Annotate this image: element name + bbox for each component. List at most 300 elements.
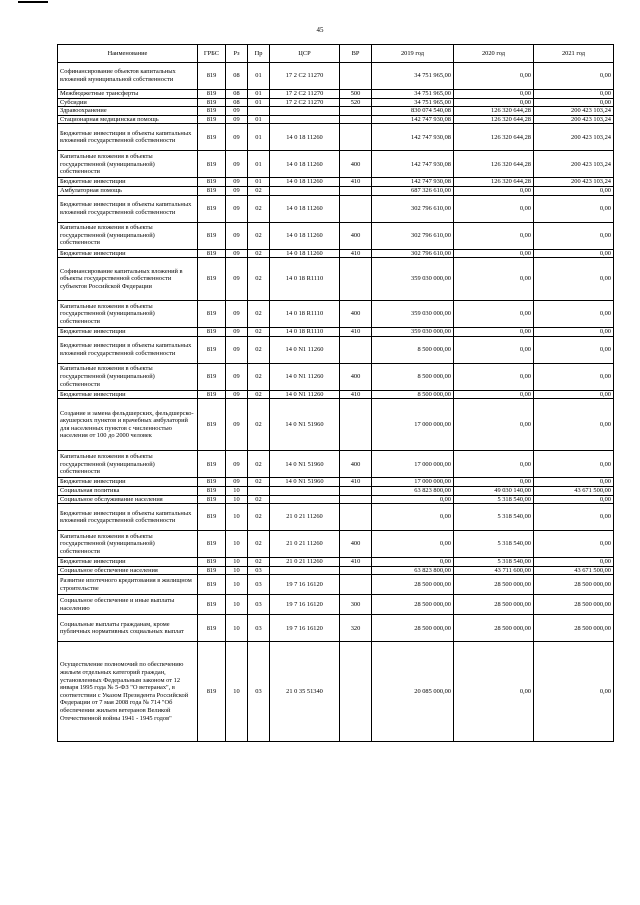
table-row [58, 107, 614, 116]
cell-csr: 14 0 18 11260 [270, 151, 340, 178]
cell-rz: 09 [226, 115, 248, 124]
table-row [58, 478, 614, 487]
cell-2021: 0,00 [534, 495, 614, 504]
cell-vr [340, 336, 372, 363]
cell-csr: 14 0 18 R1110 [270, 301, 340, 328]
cell-pr: 01 [248, 98, 270, 107]
cell-name: Социальное обеспечение и иные выплаты населению [58, 595, 198, 615]
cell-2020: 0,00 [454, 642, 534, 742]
cell-2020: 5 318 540,00 [454, 558, 534, 567]
table-row [58, 451, 614, 478]
cell-2019: 17 000 000,00 [372, 478, 454, 487]
cell-csr: 14 0 18 11260 [270, 124, 340, 151]
cell-pr: 02 [248, 328, 270, 337]
cell-csr: 14 0 N1 51960 [270, 451, 340, 478]
cell-name: Капитальные вложения в объекты государственной (муниципальной) собственности [58, 451, 198, 478]
cell-csr: 21 0 21 11260 [270, 531, 340, 558]
cell-2019: 0,00 [372, 558, 454, 567]
cell-2019: 34 751 965,00 [372, 90, 454, 99]
cell-2021: 200 423 103,24 [534, 178, 614, 187]
cell-grbs: 819 [198, 328, 226, 337]
cell-vr: 410 [340, 328, 372, 337]
cell-name: Капитальные вложения в объекты государственной (муниципальной) собственности [58, 363, 198, 390]
cell-name: Капитальные вложения в объекты государственной (муниципальной) собственности [58, 222, 198, 249]
cell-vr: 400 [340, 151, 372, 178]
cell-rz: 10 [226, 595, 248, 615]
cell-2020: 0,00 [454, 258, 534, 301]
cell-pr: 01 [248, 124, 270, 151]
col-header-rz: Рз [226, 45, 248, 63]
cell-rz: 09 [226, 399, 248, 451]
cell-2019: 142 747 930,08 [372, 115, 454, 124]
cell-vr: 410 [340, 178, 372, 187]
cell-vr: 400 [340, 531, 372, 558]
cell-csr: 19 7 16 16120 [270, 575, 340, 595]
cell-csr: 14 0 18 11260 [270, 195, 340, 222]
cell-pr: 01 [248, 115, 270, 124]
col-header-pr: Пр [248, 45, 270, 63]
table-header-row [58, 45, 614, 63]
cell-grbs: 819 [198, 336, 226, 363]
cell-2019: 8 500 000,00 [372, 363, 454, 390]
cell-grbs: 819 [198, 107, 226, 116]
cell-2020: 0,00 [454, 301, 534, 328]
cell-name: Бюджетные инвестиции в объекты капитальных вложений государственной собственности [58, 336, 198, 363]
cell-2020: 126 320 644,28 [454, 178, 534, 187]
cell-2019: 0,00 [372, 495, 454, 504]
cell-csr: 14 0 18 R1110 [270, 328, 340, 337]
cell-2019: 8 500 000,00 [372, 390, 454, 399]
cell-csr: 17 2 С2 11270 [270, 98, 340, 107]
cell-2020: 0,00 [454, 195, 534, 222]
cell-rz: 09 [226, 451, 248, 478]
col-header-grbs: ГРБС [198, 45, 226, 63]
table-row [58, 98, 614, 107]
cell-2019: 0,00 [372, 531, 454, 558]
table-row [58, 178, 614, 187]
cell-grbs: 819 [198, 486, 226, 495]
cell-csr: 14 0 18 11260 [270, 178, 340, 187]
cell-2020: 0,00 [454, 63, 534, 90]
cell-csr [270, 495, 340, 504]
cell-name: Амбулаторная помощь [58, 186, 198, 195]
cell-pr: 02 [248, 258, 270, 301]
cell-rz: 10 [226, 566, 248, 575]
cell-vr [340, 399, 372, 451]
cell-grbs: 819 [198, 495, 226, 504]
table-row [58, 124, 614, 151]
cell-pr: 02 [248, 531, 270, 558]
cell-vr [340, 124, 372, 151]
table-row [58, 195, 614, 222]
table-row [58, 504, 614, 531]
cell-rz: 09 [226, 478, 248, 487]
cell-2019: 17 000 000,00 [372, 451, 454, 478]
cell-csr: 21 0 21 11260 [270, 558, 340, 567]
cell-2020: 0,00 [454, 90, 534, 99]
cell-2021: 0,00 [534, 258, 614, 301]
cell-2021: 200 423 103,24 [534, 115, 614, 124]
cell-csr: 14 0 N1 11260 [270, 363, 340, 390]
cell-2021: 200 423 103,24 [534, 107, 614, 116]
cell-name: Софинансирование объектов капитальных вложений муниципальной собственности [58, 63, 198, 90]
cell-2021: 0,00 [534, 558, 614, 567]
cell-2021: 0,00 [534, 642, 614, 742]
page-number: 45 [316, 26, 324, 34]
cell-rz: 10 [226, 642, 248, 742]
table-row [58, 566, 614, 575]
cell-2019: 34 751 965,00 [372, 98, 454, 107]
table-row [58, 115, 614, 124]
cell-pr [248, 107, 270, 116]
cell-pr: 02 [248, 399, 270, 451]
cell-grbs: 819 [198, 478, 226, 487]
cell-rz: 09 [226, 195, 248, 222]
cell-csr: 17 2 С2 11270 [270, 90, 340, 99]
cell-csr: 14 0 N1 11260 [270, 390, 340, 399]
cell-2020: 0,00 [454, 390, 534, 399]
cell-2021: 200 423 103,24 [534, 124, 614, 151]
cell-rz: 10 [226, 558, 248, 567]
cell-2020: 0,00 [454, 451, 534, 478]
cell-2021: 0,00 [534, 478, 614, 487]
cell-vr: 410 [340, 249, 372, 258]
table-row [58, 399, 614, 451]
cell-2019: 359 030 000,00 [372, 258, 454, 301]
cell-2019: 302 796 610,00 [372, 195, 454, 222]
cell-grbs: 819 [198, 575, 226, 595]
cell-pr: 02 [248, 363, 270, 390]
cell-csr [270, 566, 340, 575]
cell-grbs: 819 [198, 124, 226, 151]
cell-2020: 28 500 000,00 [454, 575, 534, 595]
cell-pr: 01 [248, 90, 270, 99]
cell-2021: 0,00 [534, 98, 614, 107]
table-row [58, 363, 614, 390]
cell-csr: 14 0 N1 11260 [270, 336, 340, 363]
cell-2021: 0,00 [534, 195, 614, 222]
cell-name: Бюджетные инвестиции [58, 478, 198, 487]
cell-2019: 17 000 000,00 [372, 399, 454, 451]
cell-vr: 300 [340, 595, 372, 615]
table-row [58, 495, 614, 504]
cell-2020: 28 500 000,00 [454, 615, 534, 642]
cell-2020: 0,00 [454, 328, 534, 337]
cell-pr: 02 [248, 301, 270, 328]
cell-rz: 08 [226, 90, 248, 99]
cell-name: Социальное обеспечение населения [58, 566, 198, 575]
table-row [58, 642, 614, 742]
cell-2021: 43 671 500,00 [534, 486, 614, 495]
cell-2020: 28 500 000,00 [454, 595, 534, 615]
cell-csr: 14 0 N1 51960 [270, 399, 340, 451]
cell-vr: 520 [340, 98, 372, 107]
cell-csr: 19 7 16 16120 [270, 615, 340, 642]
table-row [58, 531, 614, 558]
cell-2021: 0,00 [534, 336, 614, 363]
cell-pr: 03 [248, 615, 270, 642]
table-row [58, 575, 614, 595]
cell-grbs: 819 [198, 642, 226, 742]
col-header-vr: ВР [340, 45, 372, 63]
cell-2019: 28 500 000,00 [372, 575, 454, 595]
cell-grbs: 819 [198, 222, 226, 249]
cell-pr: 02 [248, 186, 270, 195]
table-row [58, 258, 614, 301]
cell-rz: 09 [226, 363, 248, 390]
table-body [58, 63, 614, 742]
cell-vr: 400 [340, 451, 372, 478]
table-row [58, 595, 614, 615]
cell-2019: 830 074 540,08 [372, 107, 454, 116]
cell-name: Создание и замена фельдшерских, фельдшерско-акушерских пунктов и врачебных амбулаторий для населенных пунктов с численностью населения от 100 до 2000 человек [58, 399, 198, 451]
cell-2019: 302 796 610,00 [372, 222, 454, 249]
table-row [58, 151, 614, 178]
cell-2020: 5 318 540,00 [454, 504, 534, 531]
cell-csr: 19 7 16 16120 [270, 595, 340, 615]
cell-2019: 687 326 610,00 [372, 186, 454, 195]
cell-vr: 500 [340, 90, 372, 99]
cell-2021: 0,00 [534, 399, 614, 451]
cell-name: Бюджетные инвестиции [58, 558, 198, 567]
cell-2020: 0,00 [454, 98, 534, 107]
cell-vr: 320 [340, 615, 372, 642]
cell-2019: 359 030 000,00 [372, 301, 454, 328]
cell-rz: 09 [226, 222, 248, 249]
col-header-name: Наименование [58, 45, 198, 63]
cell-vr: 410 [340, 558, 372, 567]
cell-2020: 43 711 600,00 [454, 566, 534, 575]
col-header-2020: 2020 год [454, 45, 534, 63]
cell-grbs: 819 [198, 151, 226, 178]
cell-rz: 09 [226, 249, 248, 258]
cell-grbs: 819 [198, 98, 226, 107]
cell-grbs: 819 [198, 258, 226, 301]
cell-grbs: 819 [198, 178, 226, 187]
table-row [58, 328, 614, 337]
cell-pr: 01 [248, 178, 270, 187]
cell-rz: 10 [226, 615, 248, 642]
cell-name: Капитальные вложения в объекты государственной (муниципальной) собственности [58, 151, 198, 178]
cell-2019: 28 500 000,00 [372, 615, 454, 642]
cell-rz: 09 [226, 328, 248, 337]
cell-rz: 09 [226, 151, 248, 178]
cell-pr: 02 [248, 336, 270, 363]
cell-2019: 142 747 930,08 [372, 151, 454, 178]
cell-vr: 400 [340, 301, 372, 328]
cell-vr [340, 504, 372, 531]
cell-name: Субсидии [58, 98, 198, 107]
table-row [58, 90, 614, 99]
cell-vr: 410 [340, 390, 372, 399]
cell-2021: 28 500 000,00 [534, 615, 614, 642]
cell-2019: 20 085 000,00 [372, 642, 454, 742]
cell-grbs: 819 [198, 558, 226, 567]
cell-name: Осуществление полномочий по обеспечению жильем отдельных категорий граждан, установленных Федеральным законом от 12 января 1995 года № 5-ФЗ "О ветеранах", в соответствии с Указом Президента Российской Федерации от 7 мая 2008 года № 714 "Об обеспечении жильем ветеранов Великой Отечественной войны 1941 - 1945 годов" [58, 642, 198, 742]
cell-name: Развитие ипотечного кредитования в жилищном строительстве [58, 575, 198, 595]
cell-csr: 14 0 18 R1110 [270, 258, 340, 301]
cell-2021: 43 671 500,00 [534, 566, 614, 575]
cell-grbs: 819 [198, 301, 226, 328]
cell-name: Бюджетные инвестиции [58, 390, 198, 399]
cell-vr [340, 115, 372, 124]
cell-name: Стационарная медицинская помощь [58, 115, 198, 124]
cell-vr [340, 486, 372, 495]
cell-name: Бюджетные инвестиции в объекты капитальных вложений государственной собственности [58, 504, 198, 531]
col-header-2021: 2021 год [534, 45, 614, 63]
cell-grbs: 819 [198, 115, 226, 124]
cell-2020: 5 318 540,00 [454, 495, 534, 504]
cell-2021: 28 500 000,00 [534, 575, 614, 595]
cell-2019: 142 747 930,08 [372, 124, 454, 151]
table-row [58, 336, 614, 363]
cell-csr [270, 115, 340, 124]
cell-rz: 10 [226, 504, 248, 531]
cell-pr: 02 [248, 451, 270, 478]
cell-rz: 09 [226, 390, 248, 399]
cell-pr: 02 [248, 558, 270, 567]
cell-rz: 10 [226, 495, 248, 504]
cell-rz: 10 [226, 575, 248, 595]
cell-2019: 28 500 000,00 [372, 595, 454, 615]
cell-pr: 01 [248, 63, 270, 90]
table-row [58, 63, 614, 90]
cell-2019: 302 796 610,00 [372, 249, 454, 258]
cell-rz: 10 [226, 531, 248, 558]
cell-csr: 21 0 35 51340 [270, 642, 340, 742]
cell-vr: 400 [340, 222, 372, 249]
table-row [58, 558, 614, 567]
budget-table [57, 44, 614, 742]
cell-vr [340, 63, 372, 90]
cell-2021: 0,00 [534, 504, 614, 531]
cell-2021: 0,00 [534, 186, 614, 195]
cell-name: Социальные выплаты гражданам, кроме публичных нормативных социальных выплат [58, 615, 198, 642]
col-header-csr: ЦСР [270, 45, 340, 63]
cell-2021: 0,00 [534, 63, 614, 90]
cell-grbs: 819 [198, 399, 226, 451]
cell-rz: 09 [226, 336, 248, 363]
table-row [58, 390, 614, 399]
cell-name: Софинансирование капитальных вложений в объекты государственной собственности субъектов Российской Федерации [58, 258, 198, 301]
table-row [58, 615, 614, 642]
cell-2019: 142 747 930,08 [372, 178, 454, 187]
cell-2020: 126 320 644,28 [454, 124, 534, 151]
cell-vr: 410 [340, 478, 372, 487]
cell-vr [340, 495, 372, 504]
cell-pr: 02 [248, 249, 270, 258]
cell-2020: 126 320 644,28 [454, 115, 534, 124]
cell-2021: 28 500 000,00 [534, 595, 614, 615]
cell-csr: 14 0 18 11260 [270, 249, 340, 258]
cell-vr [340, 642, 372, 742]
cell-csr: 17 2 С2 11270 [270, 63, 340, 90]
cell-2021: 200 423 103,24 [534, 151, 614, 178]
cell-pr: 02 [248, 390, 270, 399]
cell-pr: 02 [248, 495, 270, 504]
cell-rz: 09 [226, 258, 248, 301]
cell-vr [340, 566, 372, 575]
cell-2020: 0,00 [454, 222, 534, 249]
table-row [58, 301, 614, 328]
cell-2021: 0,00 [534, 363, 614, 390]
cell-2021: 0,00 [534, 531, 614, 558]
cell-rz: 09 [226, 107, 248, 116]
table-row [58, 486, 614, 495]
cell-name: Бюджетные инвестиции в объекты капитальных вложений государственной собственности [58, 195, 198, 222]
cell-2020: 5 318 540,00 [454, 531, 534, 558]
cell-name: Социальное обслуживание населения [58, 495, 198, 504]
cell-2019: 359 030 000,00 [372, 328, 454, 337]
cell-name: Бюджетные инвестиции [58, 178, 198, 187]
cell-grbs: 819 [198, 390, 226, 399]
cell-grbs: 819 [198, 566, 226, 575]
cell-2019: 8 500 000,00 [372, 336, 454, 363]
cell-2021: 0,00 [534, 249, 614, 258]
table-row [58, 186, 614, 195]
cell-grbs: 819 [198, 615, 226, 642]
cell-2020: 0,00 [454, 478, 534, 487]
cell-name: Капитальные вложения в объекты государственной (муниципальной) собственности [58, 301, 198, 328]
cell-2020: 126 320 644,28 [454, 151, 534, 178]
cell-2019: 63 823 800,00 [372, 486, 454, 495]
cell-rz: 08 [226, 63, 248, 90]
table-row [58, 249, 614, 258]
cell-pr [248, 486, 270, 495]
cell-name: Бюджетные инвестиции [58, 328, 198, 337]
cell-rz: 09 [226, 186, 248, 195]
cell-grbs: 819 [198, 186, 226, 195]
cell-grbs: 819 [198, 249, 226, 258]
cell-name: Бюджетные инвестиции [58, 249, 198, 258]
cell-2019: 63 823 800,00 [372, 566, 454, 575]
cell-csr [270, 107, 340, 116]
cell-csr [270, 486, 340, 495]
cell-name: Здравоохранение [58, 107, 198, 116]
cell-2020: 0,00 [454, 186, 534, 195]
cell-vr [340, 258, 372, 301]
cell-name: Капитальные вложения в объекты государственной (муниципальной) собственности [58, 531, 198, 558]
cell-2021: 0,00 [534, 390, 614, 399]
cell-grbs: 819 [198, 531, 226, 558]
cell-grbs: 819 [198, 504, 226, 531]
cell-2020: 0,00 [454, 249, 534, 258]
cell-2020: 126 320 644,28 [454, 107, 534, 116]
cell-pr: 03 [248, 642, 270, 742]
cell-rz: 09 [226, 124, 248, 151]
cell-csr [270, 186, 340, 195]
cell-grbs: 819 [198, 451, 226, 478]
cell-vr [340, 107, 372, 116]
cell-2021: 0,00 [534, 222, 614, 249]
cell-name: Бюджетные инвестиции в объекты капитальных вложений государственной собственности [58, 124, 198, 151]
cell-rz: 08 [226, 98, 248, 107]
cell-vr [340, 575, 372, 595]
cell-2019: 34 751 965,00 [372, 63, 454, 90]
cell-grbs: 819 [198, 595, 226, 615]
cell-pr: 02 [248, 478, 270, 487]
table-row [58, 222, 614, 249]
cell-rz: 10 [226, 486, 248, 495]
cell-grbs: 819 [198, 63, 226, 90]
cell-pr: 03 [248, 566, 270, 575]
col-header-2019: 2019 год [372, 45, 454, 63]
cell-pr: 02 [248, 222, 270, 249]
cell-pr: 03 [248, 575, 270, 595]
cell-2020: 0,00 [454, 399, 534, 451]
cell-pr: 03 [248, 595, 270, 615]
cell-csr: 21 0 21 11260 [270, 504, 340, 531]
